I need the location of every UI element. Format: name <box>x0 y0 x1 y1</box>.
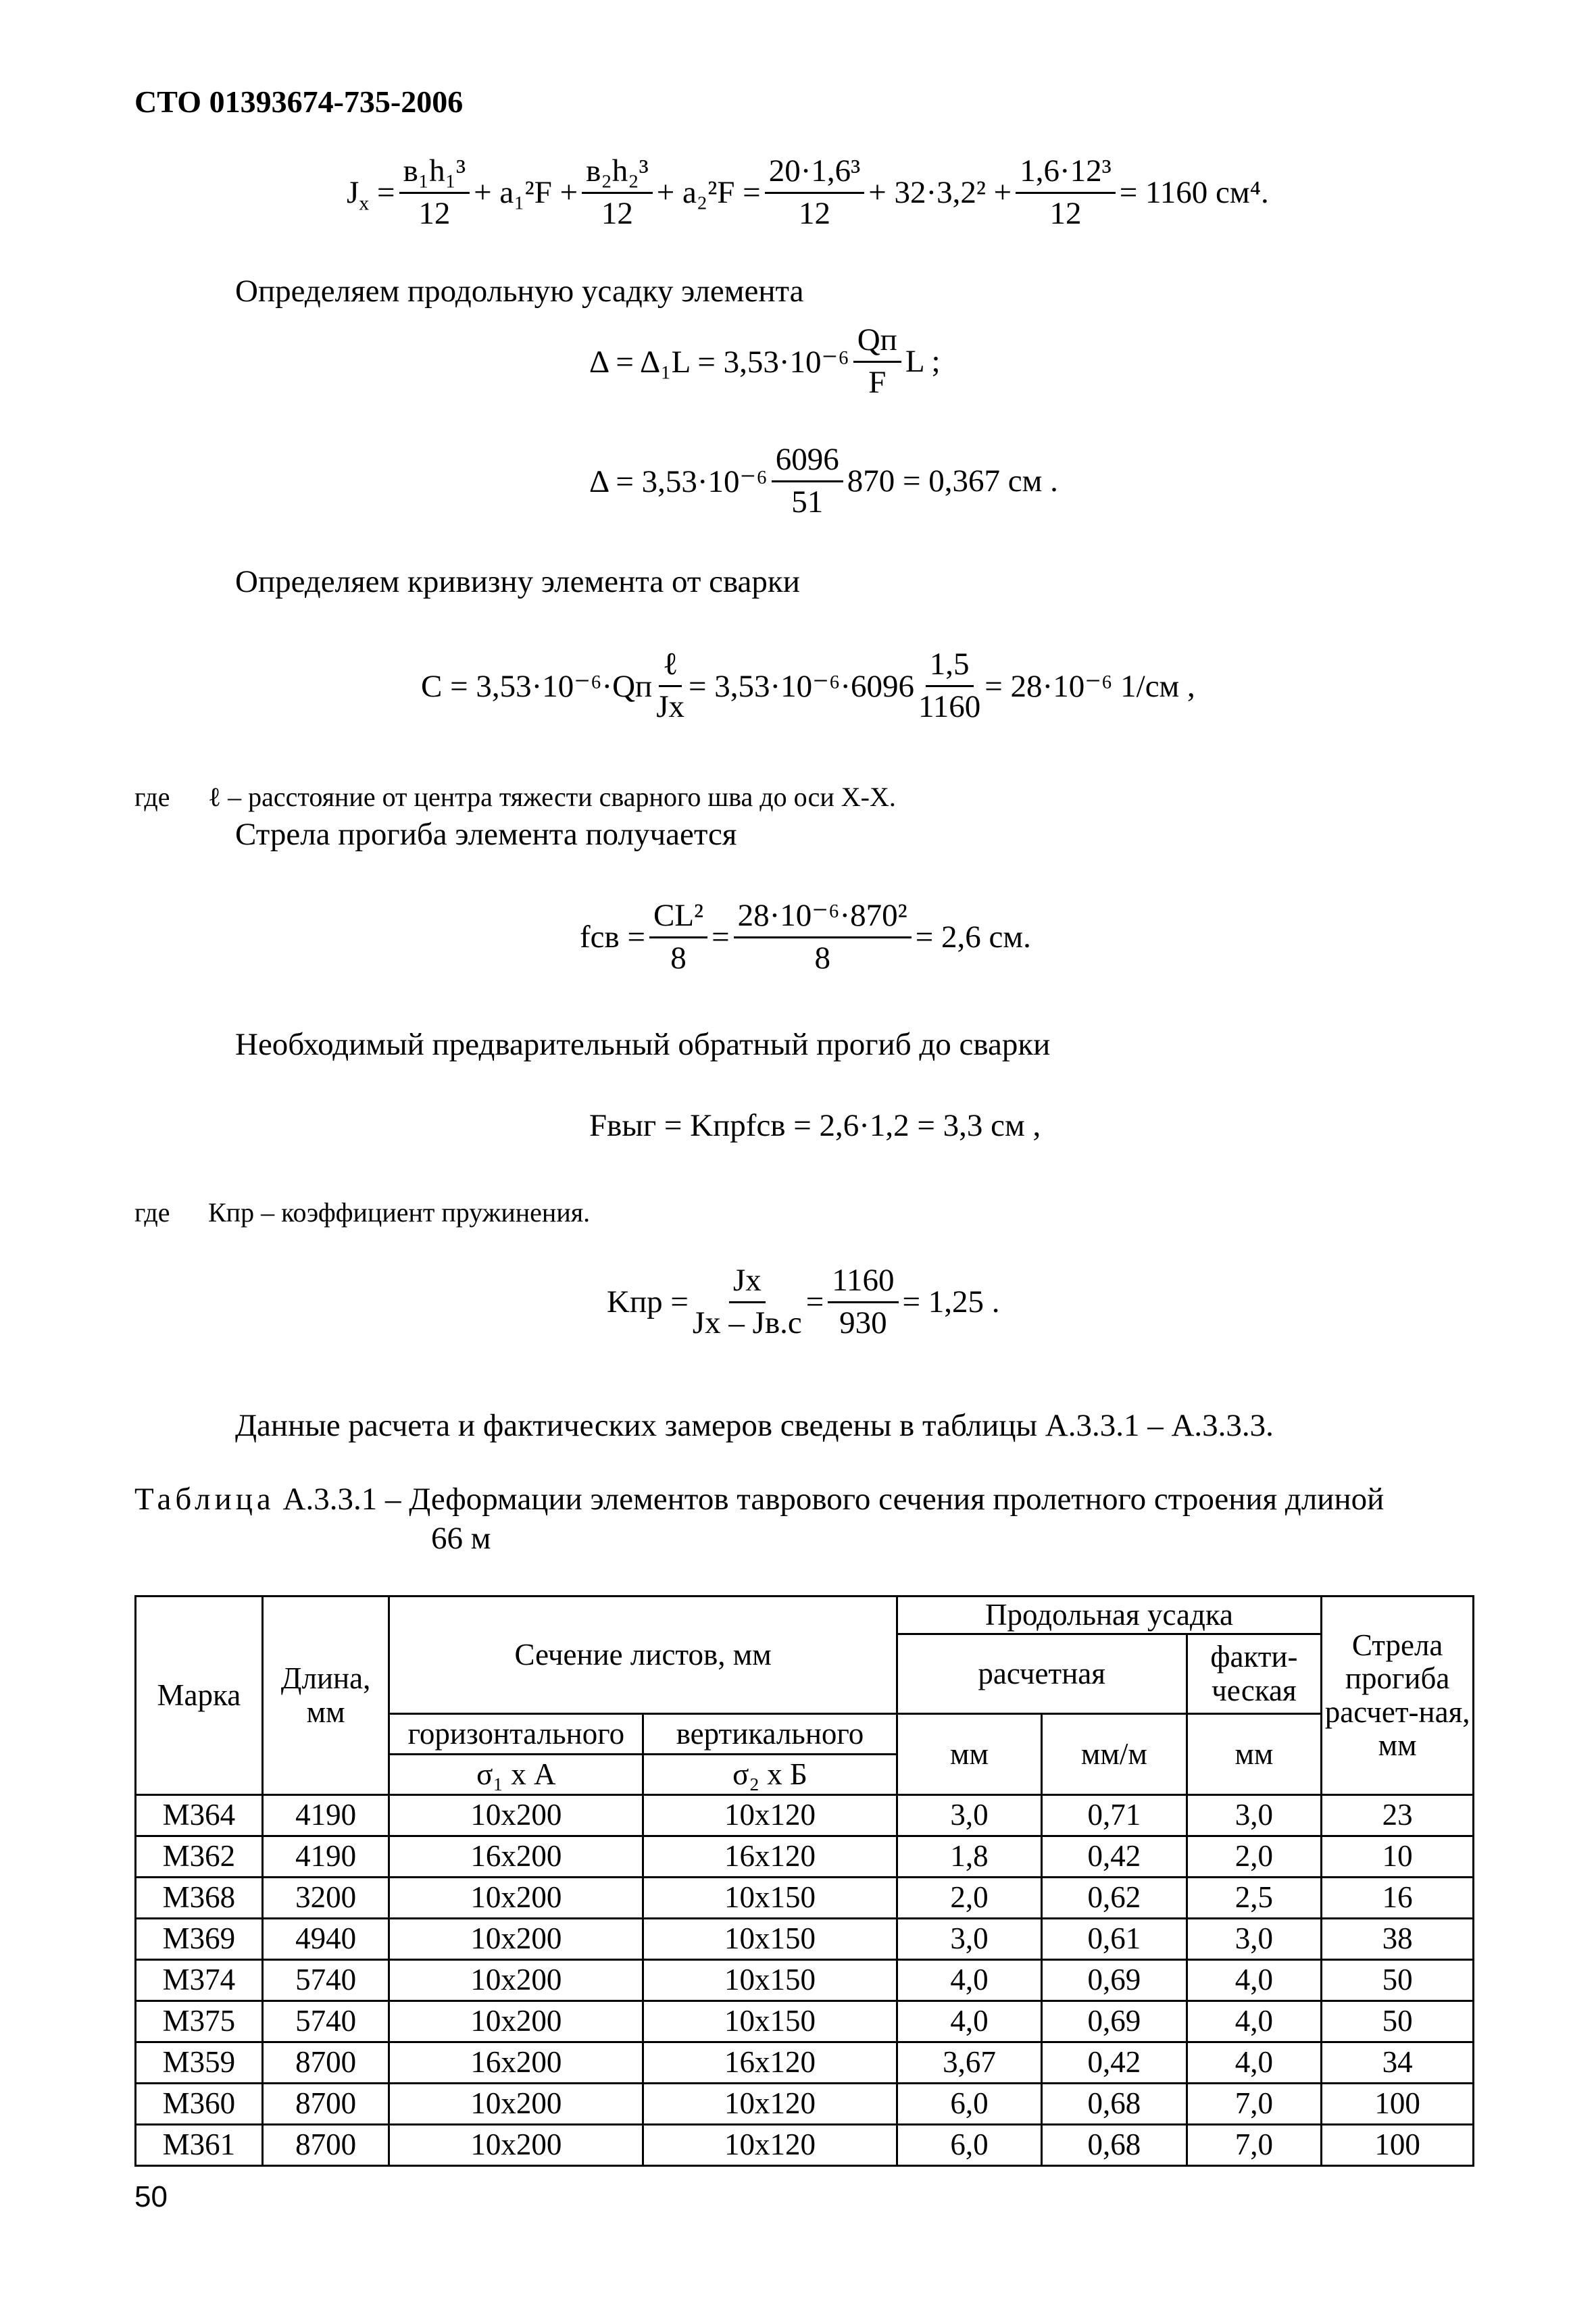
cell-deflection: 34 <box>1322 2042 1474 2084</box>
cell-vertical: 10х150 <box>643 2001 897 2042</box>
table-row <box>136 2084 1474 2125</box>
header-vertical: вертикального <box>643 1714 897 1755</box>
cell-horizontal: 10х200 <box>389 1878 643 1919</box>
cell-vertical: 10х120 <box>643 2125 897 2166</box>
cell-length: 4190 <box>262 1836 389 1878</box>
formula-shrink-2-left: Δ = 3,53·10⁻⁶ <box>589 463 768 499</box>
formula-preset: Fвыг = Kпрfсв = 2,6·1,2 = 3,3 см , <box>589 1108 1041 1143</box>
formula-deflection-fraction-1: $\frac{\text{CL²}}{8}$ <box>649 899 707 976</box>
cell-deflection: 38 <box>1322 1919 1474 1960</box>
cell-length: 8700 <box>262 2084 389 2125</box>
cell-calc-mm: 3,67 <box>897 2042 1041 2084</box>
formula-deflection-fraction-2: $\frac{\text{28·10⁻⁶·870²}}{8}$ <box>734 899 912 976</box>
curvature-intro: Определяем кривизну элемента от сварки <box>235 564 800 599</box>
formula-shrink-1-fraction: $\frac{Qп}{F}$ <box>853 323 901 400</box>
cell-length: 8700 <box>262 2125 389 2166</box>
deformation-table <box>134 1595 1474 2167</box>
preset-intro: Необходимый предварительный обратный прогиб до сварки <box>235 1027 1051 1062</box>
cell-actual-mm: 7,0 <box>1187 2125 1322 2166</box>
table-caption-label: Таблица <box>134 1482 275 1517</box>
cell-horizontal: 10х200 <box>389 1960 643 2001</box>
cell-length: 4190 <box>262 1795 389 1836</box>
cell-actual-mm: 3,0 <box>1187 1795 1322 1836</box>
formula-kpr-fraction-2: $\frac{1160}{930}$ <box>828 1263 898 1340</box>
formula-curvature-left: C = 3,53·10⁻⁶·Qп <box>421 668 653 704</box>
page-number: 50 <box>134 2180 168 2213</box>
cell-actual-mm: 2,0 <box>1187 1836 1322 1878</box>
cell-calc-mm: 3,0 <box>897 1919 1041 1960</box>
shrink-intro: Определяем продольную усадку элемента <box>235 274 804 309</box>
cell-calc-mm: 6,0 <box>897 2125 1041 2166</box>
formula-shrink-1-left: Δ = Δ₁L = 3,53·10⁻⁶ <box>589 344 849 380</box>
cell-length: 5740 <box>262 2001 389 2042</box>
table-caption-line-2: 66 м <box>431 1521 491 1556</box>
formula-jx-fraction-3: $\frac{\text{20·1,6³}}{12}$ <box>765 154 865 231</box>
cell-mark: М360 <box>136 2084 263 2125</box>
header-mark: Марка <box>136 1596 263 1795</box>
header-horizontal: горизонтального <box>389 1714 643 1755</box>
formula-jx-fraction-1: $\frac{\text{в₁h₁³}}{12}$ <box>399 154 470 231</box>
formula-deflection <box>580 899 1031 976</box>
cell-deflection: 16 <box>1322 1878 1474 1919</box>
formula-kpr-fraction-1: $\frac{Jx}{Jx - Jв.с}$ <box>692 1263 802 1340</box>
cell-calc-mm: 1,8 <box>897 1836 1041 1878</box>
cell-length: 8700 <box>262 2042 389 2084</box>
table-row <box>136 2125 1474 2166</box>
formula-jx-fraction-2: $\frac{\text{в₂h₂³}}{12}$ <box>582 154 653 231</box>
cell-deflection: 50 <box>1322 1960 1474 2001</box>
formula-shrink-2-fraction: $\frac{6096}{51}$ <box>772 443 843 520</box>
formula-curvature-mid: = 3,53·10⁻⁶·6096 <box>689 668 915 704</box>
table-caption-text: А.3.3.1 – Деформации элементов таврового сечения пролетного строения длиной <box>282 1482 1385 1517</box>
formula-kpr-mid: = <box>805 1284 824 1320</box>
cell-calc-mm-per-m: 0,62 <box>1042 1878 1187 1919</box>
formula-jx-result: = 1160 см⁴. <box>1119 175 1269 211</box>
cell-length: 5740 <box>262 1960 389 2001</box>
header-deflection: Стрела прогиба расчет-ная, мм <box>1322 1596 1474 1795</box>
formula-shrink-1-right: L ; <box>905 344 941 380</box>
formula-jx-term-6: + 32·3,2² + <box>868 175 1012 211</box>
cell-horizontal: 10х200 <box>389 2125 643 2166</box>
curvature-where-label: где <box>134 782 170 812</box>
cell-mark: М361 <box>136 2125 263 2166</box>
preset-where-label: где <box>134 1197 170 1228</box>
header-calculated: расчетная <box>897 1634 1187 1714</box>
header-length: Длина, мм <box>262 1596 389 1795</box>
cell-calc-mm-per-m: 0,69 <box>1042 2001 1187 2042</box>
cell-vertical: 10х150 <box>643 1919 897 1960</box>
cell-calc-mm: 3,0 <box>897 1795 1041 1836</box>
cell-calc-mm-per-m: 0,68 <box>1042 2084 1187 2125</box>
cell-calc-mm: 4,0 <box>897 1960 1041 2001</box>
table-caption <box>134 1484 1384 1515</box>
table-row <box>136 2042 1474 2084</box>
table-row <box>136 1878 1474 1919</box>
formula-jx-fraction-4: $\frac{\text{1,6·12³}}{12}$ <box>1016 154 1116 231</box>
formula-shrink-2 <box>589 443 1058 520</box>
cell-mark: М359 <box>136 2042 263 2084</box>
formula-kpr-right: = 1,25 . <box>902 1284 1000 1320</box>
table-row <box>136 1919 1474 1960</box>
curvature-where-text: ℓ – расстояние от центра тяжести сварного шва до оси Х-Х. <box>208 782 896 812</box>
header-horizontal-sub: σ₁ х А <box>389 1755 643 1795</box>
header-mm-per-m: мм/м <box>1042 1714 1187 1795</box>
formula-jx-lhs: $J_x$ = <box>347 175 395 215</box>
cell-vertical: 10х150 <box>643 1878 897 1919</box>
cell-calc-mm-per-m: 0,68 <box>1042 2125 1187 2166</box>
formula-kpr <box>607 1263 1000 1340</box>
formula-curvature-fraction-1: $\frac{\text{ℓ}}{Jx}$ <box>656 647 684 724</box>
formula-shrink-1 <box>589 323 941 400</box>
cell-mark: М375 <box>136 2001 263 2042</box>
formula-curvature-right: = 28·10⁻⁶ 1/см , <box>984 668 1195 704</box>
formula-jx <box>347 154 1269 231</box>
header-actual: факти-ческая <box>1187 1634 1322 1714</box>
cell-calc-mm: 6,0 <box>897 2084 1041 2125</box>
formula-jx-term-2: + a₁²F + <box>474 175 578 211</box>
preset-where-text: Кпр – коэффициент пружинения. <box>208 1197 591 1228</box>
cell-horizontal: 16х200 <box>389 1836 643 1878</box>
cell-calc-mm-per-m: 0,42 <box>1042 1836 1187 1878</box>
cell-actual-mm: 7,0 <box>1187 2084 1322 2125</box>
formula-deflection-mid: = <box>712 920 730 955</box>
cell-actual-mm: 2,5 <box>1187 1878 1322 1919</box>
cell-actual-mm: 4,0 <box>1187 2042 1322 2084</box>
cell-horizontal: 10х200 <box>389 2084 643 2125</box>
cell-horizontal: 10х200 <box>389 1795 643 1836</box>
cell-horizontal: 10х200 <box>389 2001 643 2042</box>
cell-deflection: 100 <box>1322 2125 1474 2166</box>
formula-curvature-fraction-2: $\frac{1,5}{1160}$ <box>918 647 981 724</box>
cell-deflection: 100 <box>1322 2084 1474 2125</box>
cell-length: 3200 <box>262 1878 389 1919</box>
formula-jx-term-4: + a₂²F = <box>656 175 761 211</box>
formula-shrink-2-right: 870 = 0,367 см . <box>847 463 1058 499</box>
document-code: СТО 01393674-735-2006 <box>134 84 464 119</box>
cell-mark: М364 <box>136 1795 263 1836</box>
cell-calc-mm-per-m: 0,71 <box>1042 1795 1187 1836</box>
formula-curvature <box>421 647 1195 724</box>
cell-mark: М369 <box>136 1919 263 1960</box>
header-section: Сечение листов, мм <box>389 1596 897 1714</box>
formula-kpr-left: Kпр = <box>607 1284 689 1320</box>
cell-horizontal: 16х200 <box>389 2042 643 2084</box>
header-vertical-sub: σ₂ х Б <box>643 1755 897 1795</box>
cell-calc-mm: 4,0 <box>897 2001 1041 2042</box>
deflection-intro: Стрела прогиба элемента получается <box>235 817 737 852</box>
cell-mark: М362 <box>136 1836 263 1878</box>
header-mm-2: мм <box>1187 1714 1322 1795</box>
cell-length: 4940 <box>262 1919 389 1960</box>
cell-horizontal: 10х200 <box>389 1919 643 1960</box>
cell-vertical: 10х150 <box>643 1960 897 2001</box>
table-row <box>136 1960 1474 2001</box>
cell-deflection: 23 <box>1322 1795 1474 1836</box>
cell-deflection: 50 <box>1322 2001 1474 2042</box>
cell-calc-mm-per-m: 0,42 <box>1042 2042 1187 2084</box>
header-mm-1: мм <box>897 1714 1041 1795</box>
cell-calc-mm-per-m: 0,69 <box>1042 1960 1187 2001</box>
cell-vertical: 16х120 <box>643 1836 897 1878</box>
cell-actual-mm: 3,0 <box>1187 1919 1322 1960</box>
table-row <box>136 1795 1474 1836</box>
table-row <box>136 2001 1474 2042</box>
header-shrink: Продольная усадка <box>897 1596 1322 1634</box>
cell-mark: М368 <box>136 1878 263 1919</box>
cell-vertical: 16х120 <box>643 2042 897 2084</box>
cell-calc-mm: 2,0 <box>897 1878 1041 1919</box>
cell-actual-mm: 4,0 <box>1187 1960 1322 2001</box>
cell-deflection: 10 <box>1322 1836 1474 1878</box>
formula-deflection-right: = 2,6 см. <box>915 920 1031 955</box>
table-row <box>136 1836 1474 1878</box>
cell-vertical: 10х120 <box>643 2084 897 2125</box>
cell-mark: М374 <box>136 1960 263 2001</box>
cell-calc-mm-per-m: 0,61 <box>1042 1919 1187 1960</box>
formula-deflection-left: fсв = <box>580 920 645 955</box>
cell-vertical: 10х120 <box>643 1795 897 1836</box>
summary-text: Данные расчета и фактических замеров сведены в таблицы А.3.3.1 – А.3.3.3. <box>235 1408 1274 1443</box>
cell-actual-mm: 4,0 <box>1187 2001 1322 2042</box>
